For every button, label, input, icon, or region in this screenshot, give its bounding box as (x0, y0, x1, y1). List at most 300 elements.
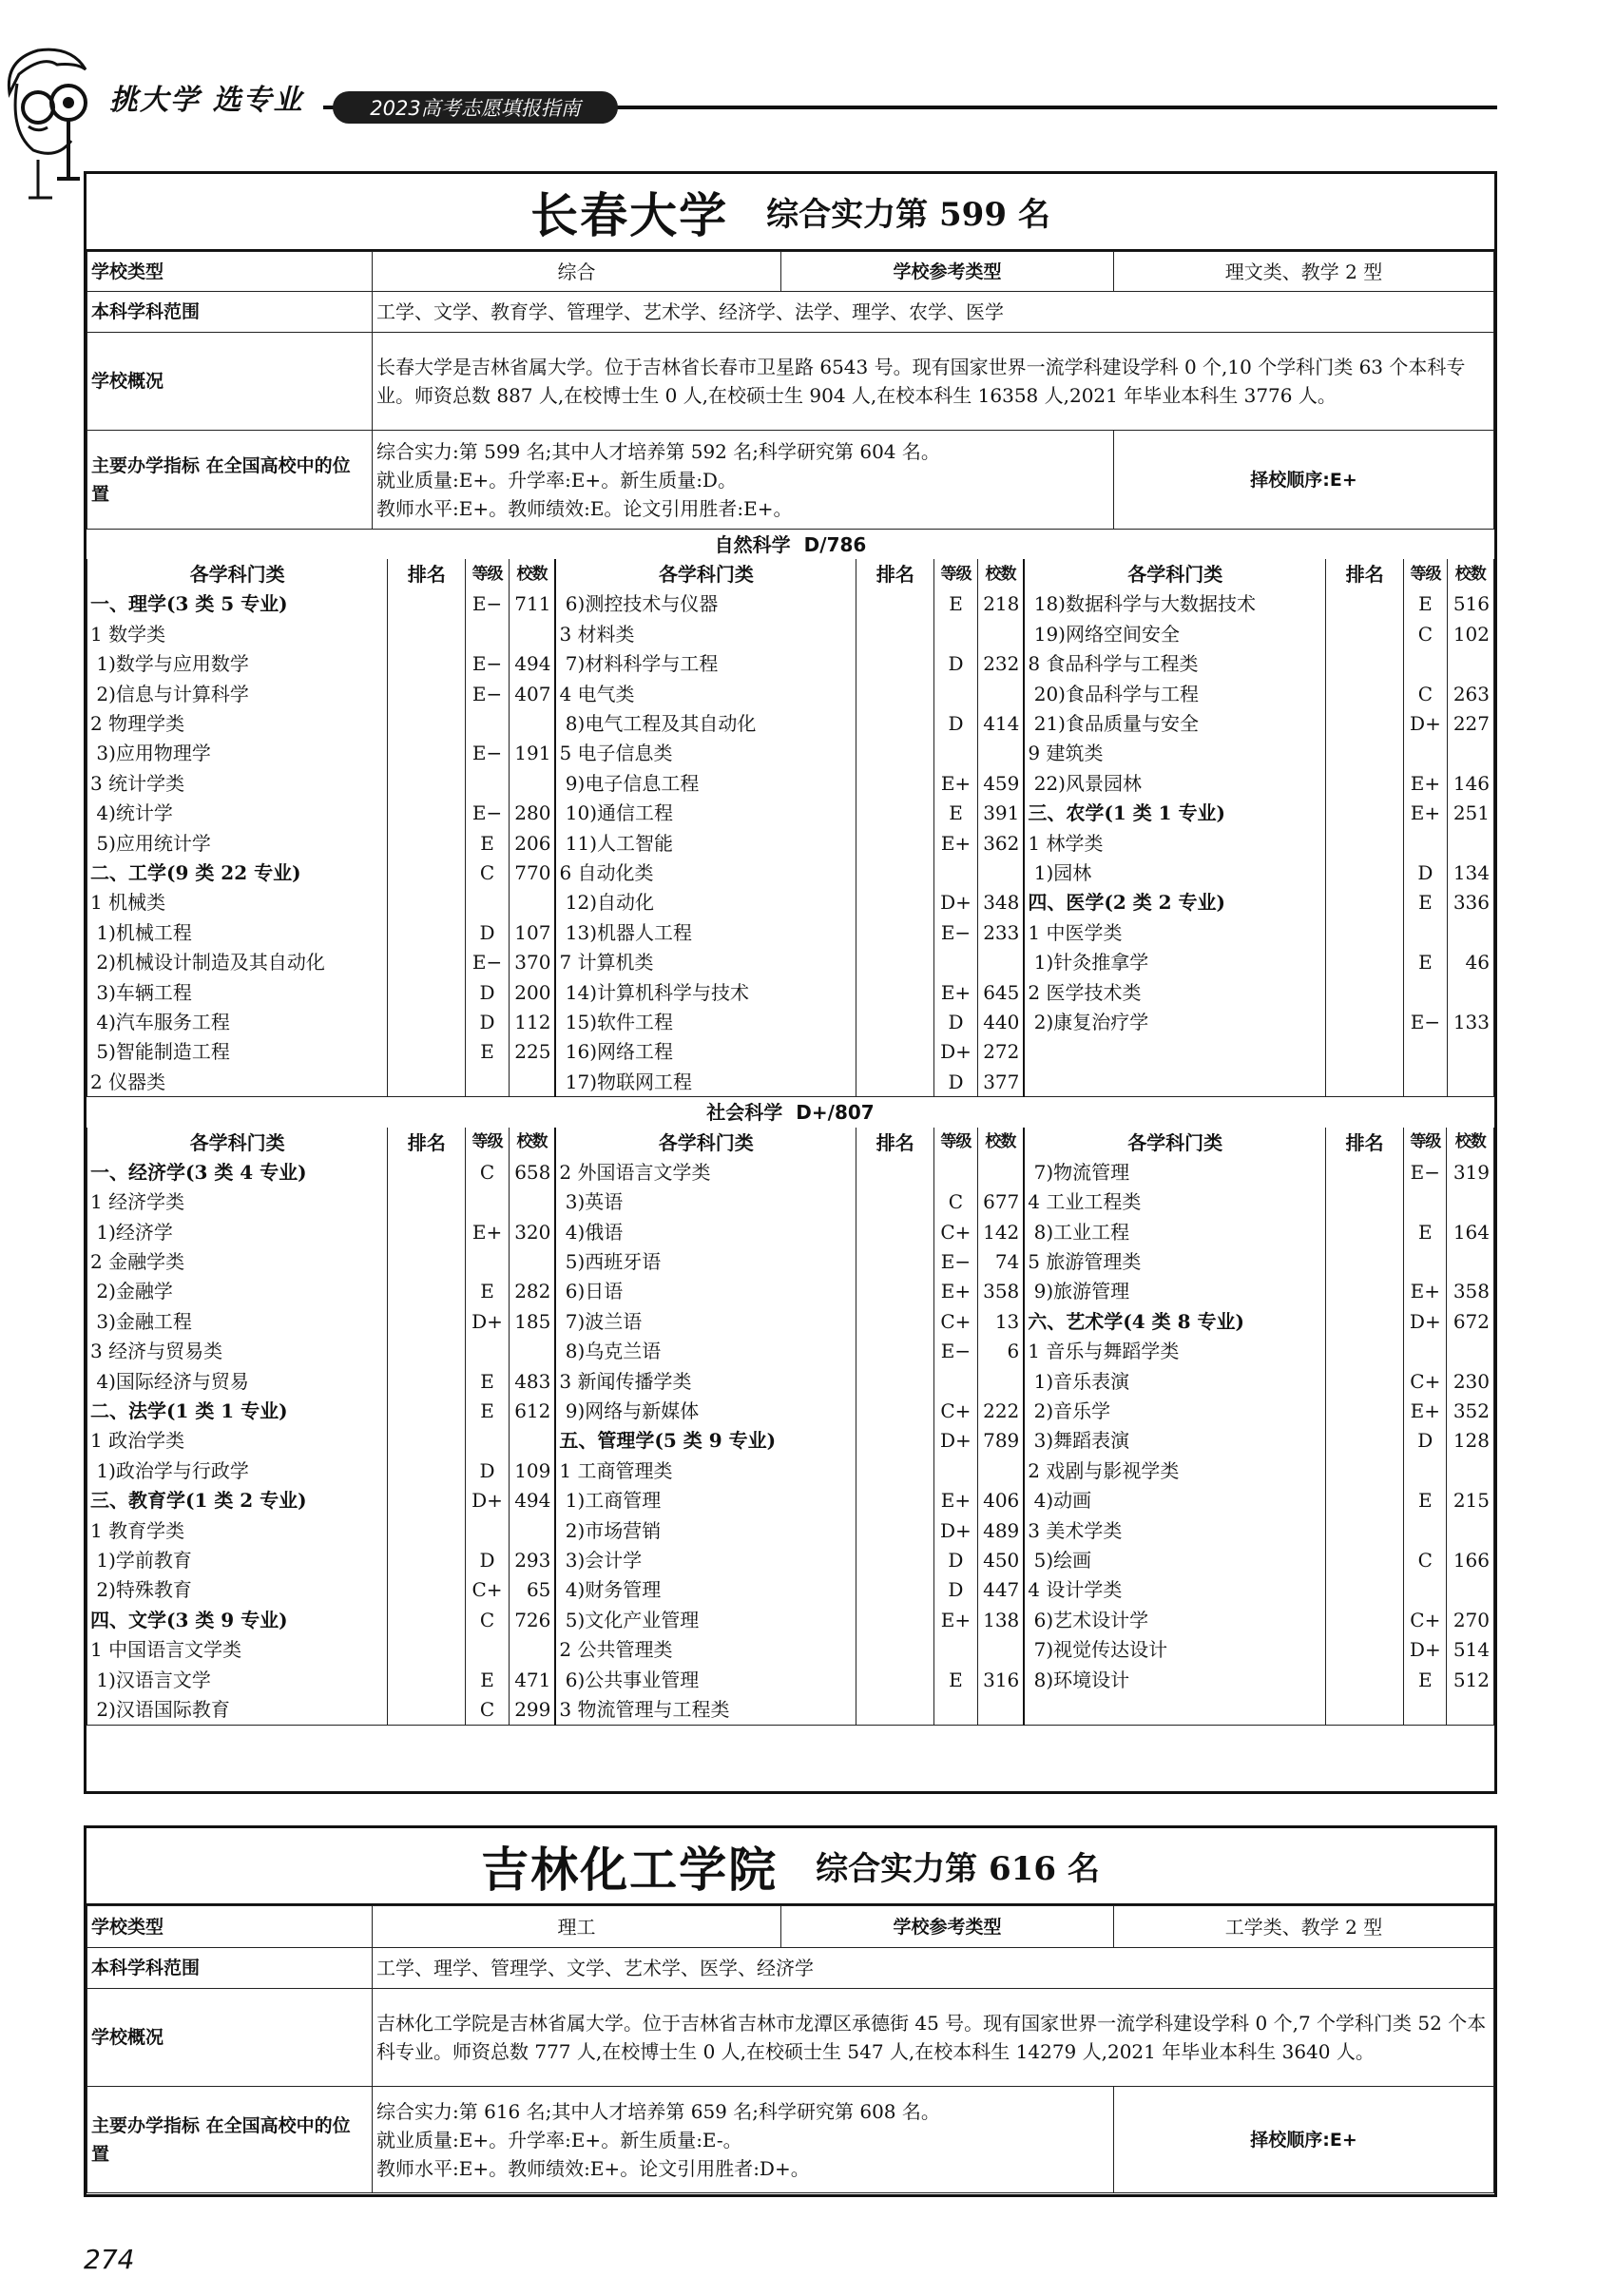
major-grade: E (466, 1366, 509, 1396)
major-rank (856, 1337, 934, 1366)
major-count: 358 (1447, 1277, 1494, 1306)
major-count: 227 (1447, 708, 1493, 738)
major-rank (388, 619, 466, 648)
major-grade (934, 619, 977, 648)
major-name: 3)会计学 (555, 1545, 856, 1574)
col-header-grade: 等级 (1404, 559, 1447, 588)
col-header-rank: 排名 (1326, 1128, 1404, 1157)
major-name: 3 新闻传播学类 (555, 1366, 856, 1396)
major-rank (856, 1545, 934, 1574)
major-grade: D+ (1404, 1306, 1447, 1336)
major-rank (1326, 1665, 1404, 1694)
major-rank (856, 1665, 934, 1694)
major-grade (466, 708, 509, 738)
major-rank (1326, 1575, 1404, 1605)
school-card-jilin-chemical (84, 1825, 1497, 2197)
major-grade: D+ (934, 1426, 977, 1456)
major-count: 770 (509, 858, 555, 887)
major-rank (856, 739, 934, 768)
major-rank (388, 1396, 466, 1425)
major-count (977, 1634, 1024, 1664)
major-grade: E− (466, 679, 509, 708)
major-count: 6 (977, 1337, 1024, 1366)
major-grade (1404, 1246, 1447, 1276)
major-count (1447, 1067, 1493, 1097)
major-count: 270 (1447, 1605, 1494, 1634)
major-count (977, 1694, 1024, 1725)
major-rank (856, 1486, 934, 1515)
major-count: 138 (977, 1605, 1024, 1634)
major-count: 191 (509, 739, 555, 768)
major-count: 440 (977, 1007, 1024, 1036)
major-count (509, 1337, 555, 1366)
major-name: 1)政治学与行政学 (87, 1456, 388, 1485)
major-count: 206 (509, 828, 555, 858)
major-rank (1326, 1366, 1404, 1396)
table-row (87, 1575, 1494, 1605)
major-count (1447, 1456, 1494, 1485)
indicators-text: 综合实力:第 616 名;其中人才培养第 659 名;科学研究第 608 名。 就业质量:E+。升学率:E+。新生质量:E-。 教师水平:E+。教师绩效:E+。论文引用胜者:D+。 (373, 2087, 1114, 2193)
major-name: 9)网络与新媒体 (555, 1396, 856, 1425)
major-name: 18)数据科学与大数据技术 (1024, 589, 1325, 619)
school-name: 吉林化工学院 (481, 1841, 779, 1898)
disciplines-label: 本科学科范围 (87, 292, 373, 333)
major-rank (388, 1665, 466, 1694)
major-name: 5)智能制造工程 (87, 1037, 388, 1067)
type-value: 理工 (373, 1906, 781, 1948)
major-rank (1326, 679, 1404, 708)
major-name: 1)工商管理 (555, 1486, 856, 1515)
major-rank (856, 1426, 934, 1456)
major-count: 407 (509, 679, 555, 708)
major-count: 164 (1447, 1217, 1494, 1246)
major-name: 9)旅游管理 (1024, 1277, 1325, 1306)
major-count: 299 (509, 1694, 555, 1725)
major-grade: E− (934, 1337, 977, 1366)
major-count (977, 1456, 1024, 1485)
major-count (977, 739, 1024, 768)
major-count: 142 (977, 1217, 1024, 1246)
major-name: 11)人工智能 (555, 828, 856, 858)
major-name: 6)测控技术与仪器 (555, 589, 856, 619)
table-row (87, 799, 1494, 828)
major-rank (388, 977, 466, 1007)
major-grade: E (466, 1396, 509, 1425)
major-name: 1 政治学类 (87, 1426, 388, 1456)
major-rank (1326, 888, 1404, 917)
major-name: 7 计算机类 (555, 947, 856, 976)
major-name: 8)工业工程 (1024, 1217, 1325, 1246)
major-rank (1326, 1486, 1404, 1515)
major-rank (1326, 799, 1404, 828)
major-count: 112 (509, 1007, 555, 1036)
major-count: 352 (1447, 1396, 1494, 1425)
major-rank (1326, 917, 1404, 947)
col-header-category: 各学科门类 (87, 1128, 388, 1157)
col-header-category: 各学科门类 (1024, 559, 1325, 588)
major-rank (1326, 1694, 1404, 1725)
major-rank (856, 1246, 934, 1276)
col-header-rank: 排名 (388, 559, 466, 588)
major-count (1447, 649, 1493, 679)
major-rank (1326, 947, 1404, 976)
major-count (509, 619, 555, 648)
type-value: 综合 (373, 252, 781, 292)
major-rank (856, 1366, 934, 1396)
major-rank (388, 1067, 466, 1097)
col-header-category: 各学科门类 (1024, 1128, 1325, 1157)
major-grade (1404, 1575, 1447, 1605)
major-grade: E (466, 828, 509, 858)
major-rank (388, 1306, 466, 1336)
major-rank (856, 858, 934, 887)
major-grade: D+ (934, 1515, 977, 1545)
major-rank (388, 1545, 466, 1574)
major-rank (388, 1337, 466, 1366)
major-count: 406 (977, 1486, 1024, 1515)
major-name: 5)西班牙语 (555, 1246, 856, 1276)
major-count: 128 (1447, 1426, 1494, 1456)
major-rank (1326, 1187, 1404, 1217)
major-rank (388, 708, 466, 738)
table-row (87, 768, 1494, 798)
major-rank (388, 1217, 466, 1246)
major-name: 3)英语 (555, 1187, 856, 1217)
major-grade: E− (934, 917, 977, 947)
major-rank (1326, 1157, 1404, 1187)
major-grade: E− (466, 589, 509, 619)
major-grade: D+ (466, 1306, 509, 1336)
table-row (87, 1187, 1494, 1217)
major-grade: C (466, 1694, 509, 1725)
major-rank (388, 589, 466, 619)
major-rank (388, 1515, 466, 1545)
major-name: 1 中国语言文学类 (87, 1634, 388, 1664)
major-grade: D (934, 1575, 977, 1605)
major-rank (388, 1426, 466, 1456)
major-name: 2)市场营销 (555, 1515, 856, 1545)
major-grade (1404, 1515, 1447, 1545)
school-rank: 综合实力第 616 名 (816, 1850, 1100, 1888)
col-header-grade: 等级 (1404, 1128, 1447, 1157)
major-name: 8)环境设计 (1024, 1665, 1325, 1694)
col-header-count: 校数 (1447, 1128, 1494, 1157)
major-count: 612 (509, 1396, 555, 1425)
major-name: 4)动画 (1024, 1486, 1325, 1515)
col-header-grade: 等级 (934, 1128, 977, 1157)
major-grade: C+ (934, 1396, 977, 1425)
major-count (509, 1187, 555, 1217)
major-count: 483 (509, 1366, 555, 1396)
major-grade (934, 1634, 977, 1664)
major-grade: E (1404, 1217, 1447, 1246)
major-rank (856, 1634, 934, 1664)
major-name: 2)特殊教育 (87, 1575, 388, 1605)
major-grade (466, 1634, 509, 1664)
major-rank (856, 1037, 934, 1067)
table-row (87, 1665, 1494, 1694)
major-name: 6)日语 (555, 1277, 856, 1306)
major-grade: E− (1404, 1007, 1447, 1036)
major-rank (388, 1694, 466, 1725)
major-rank (1326, 1037, 1404, 1067)
major-rank (856, 1067, 934, 1097)
major-grade: E+ (934, 977, 977, 1007)
major-count (977, 1366, 1024, 1396)
major-count (1447, 1246, 1494, 1276)
major-name: 六、艺术学(4 类 8 专业) (1024, 1306, 1325, 1336)
major-name: 4 电气类 (555, 679, 856, 708)
major-rank (1326, 1306, 1404, 1336)
major-rank (388, 888, 466, 917)
major-count (509, 708, 555, 738)
header-brand: 挑大学 选专业 (109, 84, 304, 117)
major-grade: C+ (934, 1217, 977, 1246)
major-name: 7)物流管理 (1024, 1157, 1325, 1187)
major-grade (1404, 649, 1447, 679)
major-rank (1326, 1634, 1404, 1664)
major-count (1447, 1694, 1494, 1725)
major-rank (388, 768, 466, 798)
major-grade: D (934, 649, 977, 679)
major-count: 672 (1447, 1306, 1494, 1336)
col-header-count: 校数 (1447, 559, 1493, 588)
major-count: 645 (977, 977, 1024, 1007)
major-grade: E+ (934, 1486, 977, 1515)
major-grade: C+ (934, 1306, 977, 1336)
col-header-count: 校数 (977, 559, 1024, 588)
major-grade (466, 1426, 509, 1456)
major-name: 1)音乐表演 (1024, 1366, 1325, 1396)
major-grade: D (466, 917, 509, 947)
overview-label: 学校概况 (87, 1989, 373, 2087)
major-name (1024, 1067, 1325, 1097)
major-count: 74 (977, 1246, 1024, 1276)
table-row (87, 1007, 1494, 1036)
table-row (87, 888, 1494, 917)
major-count: 362 (977, 828, 1024, 858)
major-rank (388, 739, 466, 768)
major-name: 2)康复治疗学 (1024, 1007, 1325, 1036)
major-rank (856, 947, 934, 976)
table-row (87, 1545, 1494, 1574)
major-name: 1 经济学类 (87, 1187, 388, 1217)
table-row (87, 1337, 1494, 1366)
major-name: 15)软件工程 (555, 1007, 856, 1036)
major-name: 1)数学与应用数学 (87, 649, 388, 679)
major-grade: D (934, 1007, 977, 1036)
col-header-grade: 等级 (466, 559, 509, 588)
major-rank (856, 1694, 934, 1725)
major-grade: E (1404, 947, 1447, 976)
major-grade: C (1404, 1545, 1447, 1574)
major-name: 5)绘画 (1024, 1545, 1325, 1574)
major-name: 2 金融学类 (87, 1246, 388, 1276)
major-count (1447, 1515, 1494, 1545)
major-rank (1326, 1605, 1404, 1634)
major-grade: E (1404, 589, 1447, 619)
major-name: 1 工商管理类 (555, 1456, 856, 1485)
major-grade: E− (466, 649, 509, 679)
major-count (509, 888, 555, 917)
major-name: 二、工学(9 类 22 专业) (87, 858, 388, 887)
major-name: 二、法学(1 类 1 专业) (87, 1396, 388, 1425)
col-header-grade: 等级 (934, 559, 977, 588)
major-name: 20)食品科学与工程 (1024, 679, 1325, 708)
section-grade: D/786 (803, 532, 867, 556)
major-count (509, 1515, 555, 1545)
major-rank (856, 619, 934, 648)
major-name: 19)网络空间安全 (1024, 619, 1325, 648)
major-name: 四、文学(3 类 9 专业) (87, 1605, 388, 1634)
major-count: 107 (509, 917, 555, 947)
col-header-category: 各学科门类 (555, 559, 856, 588)
major-count (1447, 1337, 1494, 1366)
major-rank (856, 917, 934, 947)
major-name: 2 医学技术类 (1024, 977, 1325, 1007)
table-row (87, 1366, 1494, 1396)
major-grade: C+ (466, 1575, 509, 1605)
table-row (87, 708, 1494, 738)
major-count: 514 (1447, 1634, 1494, 1664)
major-count: 272 (977, 1037, 1024, 1067)
major-rank (856, 977, 934, 1007)
major-grade: C (466, 1605, 509, 1634)
major-grade: E (466, 1277, 509, 1306)
major-count (1447, 739, 1493, 768)
major-grade (1404, 739, 1447, 768)
major-count: 222 (977, 1396, 1024, 1425)
major-name: 4)俄语 (555, 1217, 856, 1246)
school-title-bar (87, 1828, 1494, 1905)
table-row (87, 739, 1494, 768)
table-row (87, 1217, 1494, 1246)
table-row (87, 1486, 1494, 1515)
major-name: 3)金融工程 (87, 1306, 388, 1336)
major-count: 200 (509, 977, 555, 1007)
major-rank (388, 1157, 466, 1187)
major-grade (466, 1337, 509, 1366)
major-name: 2)机械设计制造及其自动化 (87, 947, 388, 976)
table-row (87, 1456, 1494, 1485)
major-count (977, 679, 1024, 708)
major-name: 3)舞蹈表演 (1024, 1426, 1325, 1456)
major-name: 1 林学类 (1024, 828, 1325, 858)
major-count: 789 (977, 1426, 1024, 1456)
major-grade: D+ (1404, 1634, 1447, 1664)
major-name: 3 统计学类 (87, 768, 388, 798)
major-count (977, 619, 1024, 648)
major-grade (466, 1067, 509, 1097)
major-name: 22)风景园林 (1024, 768, 1325, 798)
major-grade: D (466, 1545, 509, 1574)
major-name: 1)园林 (1024, 858, 1325, 887)
major-grade (466, 619, 509, 648)
major-name: 3 美术学类 (1024, 1515, 1325, 1545)
table-row (87, 1426, 1494, 1456)
major-count: 494 (509, 1486, 555, 1515)
major-count: 447 (977, 1575, 1024, 1605)
major-name: 4 工业工程类 (1024, 1187, 1325, 1217)
school-info-table (87, 1905, 1494, 2193)
header-guide-title: 2023高考志愿填报指南 (333, 91, 618, 124)
major-count (1447, 917, 1493, 947)
table-row (87, 1246, 1494, 1276)
major-count: 459 (977, 768, 1024, 798)
col-header-grade: 等级 (466, 1128, 509, 1157)
major-grade: E (934, 799, 977, 828)
major-count: 225 (509, 1037, 555, 1067)
major-count: 320 (509, 1217, 555, 1246)
major-name: 6 自动化类 (555, 858, 856, 887)
major-count: 166 (1447, 1545, 1494, 1574)
major-name: 13)机器人工程 (555, 917, 856, 947)
major-count (1447, 977, 1493, 1007)
major-name: 4 设计学类 (1024, 1575, 1325, 1605)
major-rank (1326, 1217, 1404, 1246)
major-grade (934, 739, 977, 768)
major-rank (1326, 1246, 1404, 1276)
major-rank (1326, 977, 1404, 1007)
col-header-rank: 排名 (388, 1128, 466, 1157)
school-order: 择校顺序:E+ (1114, 431, 1494, 530)
col-header-category: 各学科门类 (555, 1128, 856, 1157)
table-row (87, 619, 1494, 648)
major-name: 5)应用统计学 (87, 828, 388, 858)
major-rank (1326, 768, 1404, 798)
major-name: 1 机械类 (87, 888, 388, 917)
major-count: 46 (1447, 947, 1493, 976)
col-header-rank: 排名 (856, 1128, 934, 1157)
major-rank (1326, 619, 1404, 648)
major-grade: E (934, 1665, 977, 1694)
major-grade: E+ (934, 768, 977, 798)
col-header-category: 各学科门类 (87, 559, 388, 588)
major-rank (1326, 708, 1404, 738)
major-count: 711 (509, 589, 555, 619)
major-name: 8 食品科学与工程类 (1024, 649, 1325, 679)
major-rank (388, 947, 466, 976)
section-title: 自然科学 D/786 (714, 532, 867, 556)
major-rank (388, 1486, 466, 1515)
major-grade (1404, 1037, 1447, 1067)
major-grade (466, 1515, 509, 1545)
major-count: 414 (977, 708, 1024, 738)
major-rank (856, 888, 934, 917)
major-grade (466, 1187, 509, 1217)
major-rank (1326, 828, 1404, 858)
school-info-table (87, 251, 1494, 530)
ref-type-label: 学校参考类型 (781, 1906, 1114, 1948)
major-name: 1 数学类 (87, 619, 388, 648)
major-rank (856, 1605, 934, 1634)
major-grade (1404, 1337, 1447, 1366)
major-name: 1 中医学类 (1024, 917, 1325, 947)
major-name: 四、医学(2 类 2 专业) (1024, 888, 1325, 917)
ref-type-value: 理文类、教学 2 型 (1114, 252, 1494, 292)
major-name: 一、经济学(3 类 4 专业) (87, 1157, 388, 1187)
major-count: 13 (977, 1306, 1024, 1336)
major-grade: E− (466, 947, 509, 976)
major-grade: D+ (934, 1037, 977, 1067)
major-rank (856, 679, 934, 708)
major-grade (934, 1157, 977, 1187)
table-row (87, 1515, 1494, 1545)
major-name: 1)机械工程 (87, 917, 388, 947)
major-name: 8)乌克兰语 (555, 1337, 856, 1366)
school-name: 长春大学 (530, 186, 729, 243)
major-grade: C+ (1404, 1366, 1447, 1396)
